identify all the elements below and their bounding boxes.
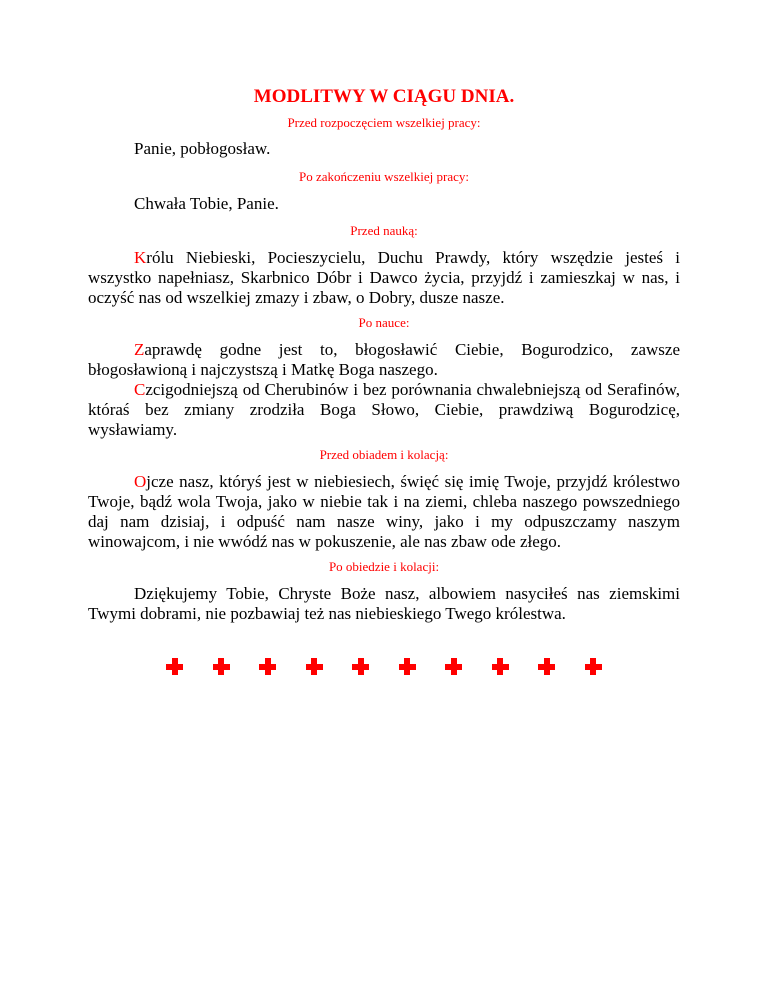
prayer-initial: C [134,380,146,399]
prayer-text: ziękujemy Tobie, Chryste Boże nasz, albowiem nasyciłeś nas ziemskimi Twymi dobrami, nie pozbawiaj też nas niebieskiego Twego królestwa. [88,584,680,623]
prayer-after-study-1 [88,340,680,380]
prayer-initial: K [134,248,147,267]
rubric-after-work: Po zakończeniu wszelkiej pracy: [298,169,469,184]
prayer-initial: O [134,472,147,491]
rubric-after-study: Po nauce: [358,315,410,330]
red-cross-icon [213,658,230,675]
prayer-initial: Z [134,340,145,359]
prayer-initial: D [134,584,147,603]
page-title: MODLITWY W CIĄGU DNIA. [253,86,515,107]
prayer-text: jcze nasz, któryś jest w niebiesiech, święć się imię Twoje, przyjdź królestwo Twoje, bądź wola Twoja, jako w niebie tak i na ziemi, chleba naszego powszedniego daj nam dzisiaj, i odpuść nam nasze winy, jako i my odpuszczamy naszym winowajcom, i nie wwódź nas w pokuszenie, ale nas zbaw ode złego. [88,472,680,551]
document-page [88,86,680,624]
red-cross-icon [538,658,555,675]
prayer-before-study [88,248,680,308]
cross-ornament-row [166,658,602,678]
red-cross-icon [399,658,416,675]
prayer-initial: C [134,194,146,213]
prayer-text: zcigodniejszą od Cherubinów i bez porównania chwalebniejszą od Serafinów, któraś bez zmiany zrodziła Boga Słowo, Ciebie, prawdziwą Bogurodzicę, wysławiamy. [88,380,680,439]
red-cross-icon [352,658,369,675]
red-cross-icon [306,658,323,675]
prayer-text: anie, pobłogosław. [143,139,271,158]
prayer-after-work [88,194,680,214]
prayer-before-meal [88,472,680,552]
rubric-before-study: Przed nauką: [350,223,418,238]
red-cross-icon [585,658,602,675]
red-cross-icon [445,658,462,675]
rubric-before-meal: Przed obiadem i kolacją: [319,447,449,462]
red-cross-icon [166,658,183,675]
red-cross-icon [259,658,276,675]
prayer-after-study-2 [88,380,680,440]
rubric-after-meal: Po obiedzie i kolacji: [328,559,440,574]
prayer-text: rólu Niebieski, Pocieszycielu, Duchu Prawdy, który wszędzie jesteś i wszystko napełniasz, Skarbnico Dóbr i Dawco życia, przyjdź i zamieszkaj w nas, i oczyść nas od wszelkiej zmazy i zbaw, o Dobry, dusze nasze. [88,248,680,307]
rubric-before-work: Przed rozpoczęciem wszelkiej pracy: [287,115,481,130]
prayer-after-meal [88,584,680,624]
red-cross-icon [492,658,509,675]
prayer-text: hwała Tobie, Panie. [145,194,279,213]
prayer-before-work [88,139,680,159]
prayer-text: aprawdę godne jest to, błogosławić Ciebie, Bogurodzico, zawsze błogosławioną i najczystszą i Matkę Boga naszego. [88,340,680,379]
prayer-initial: P [134,139,144,158]
